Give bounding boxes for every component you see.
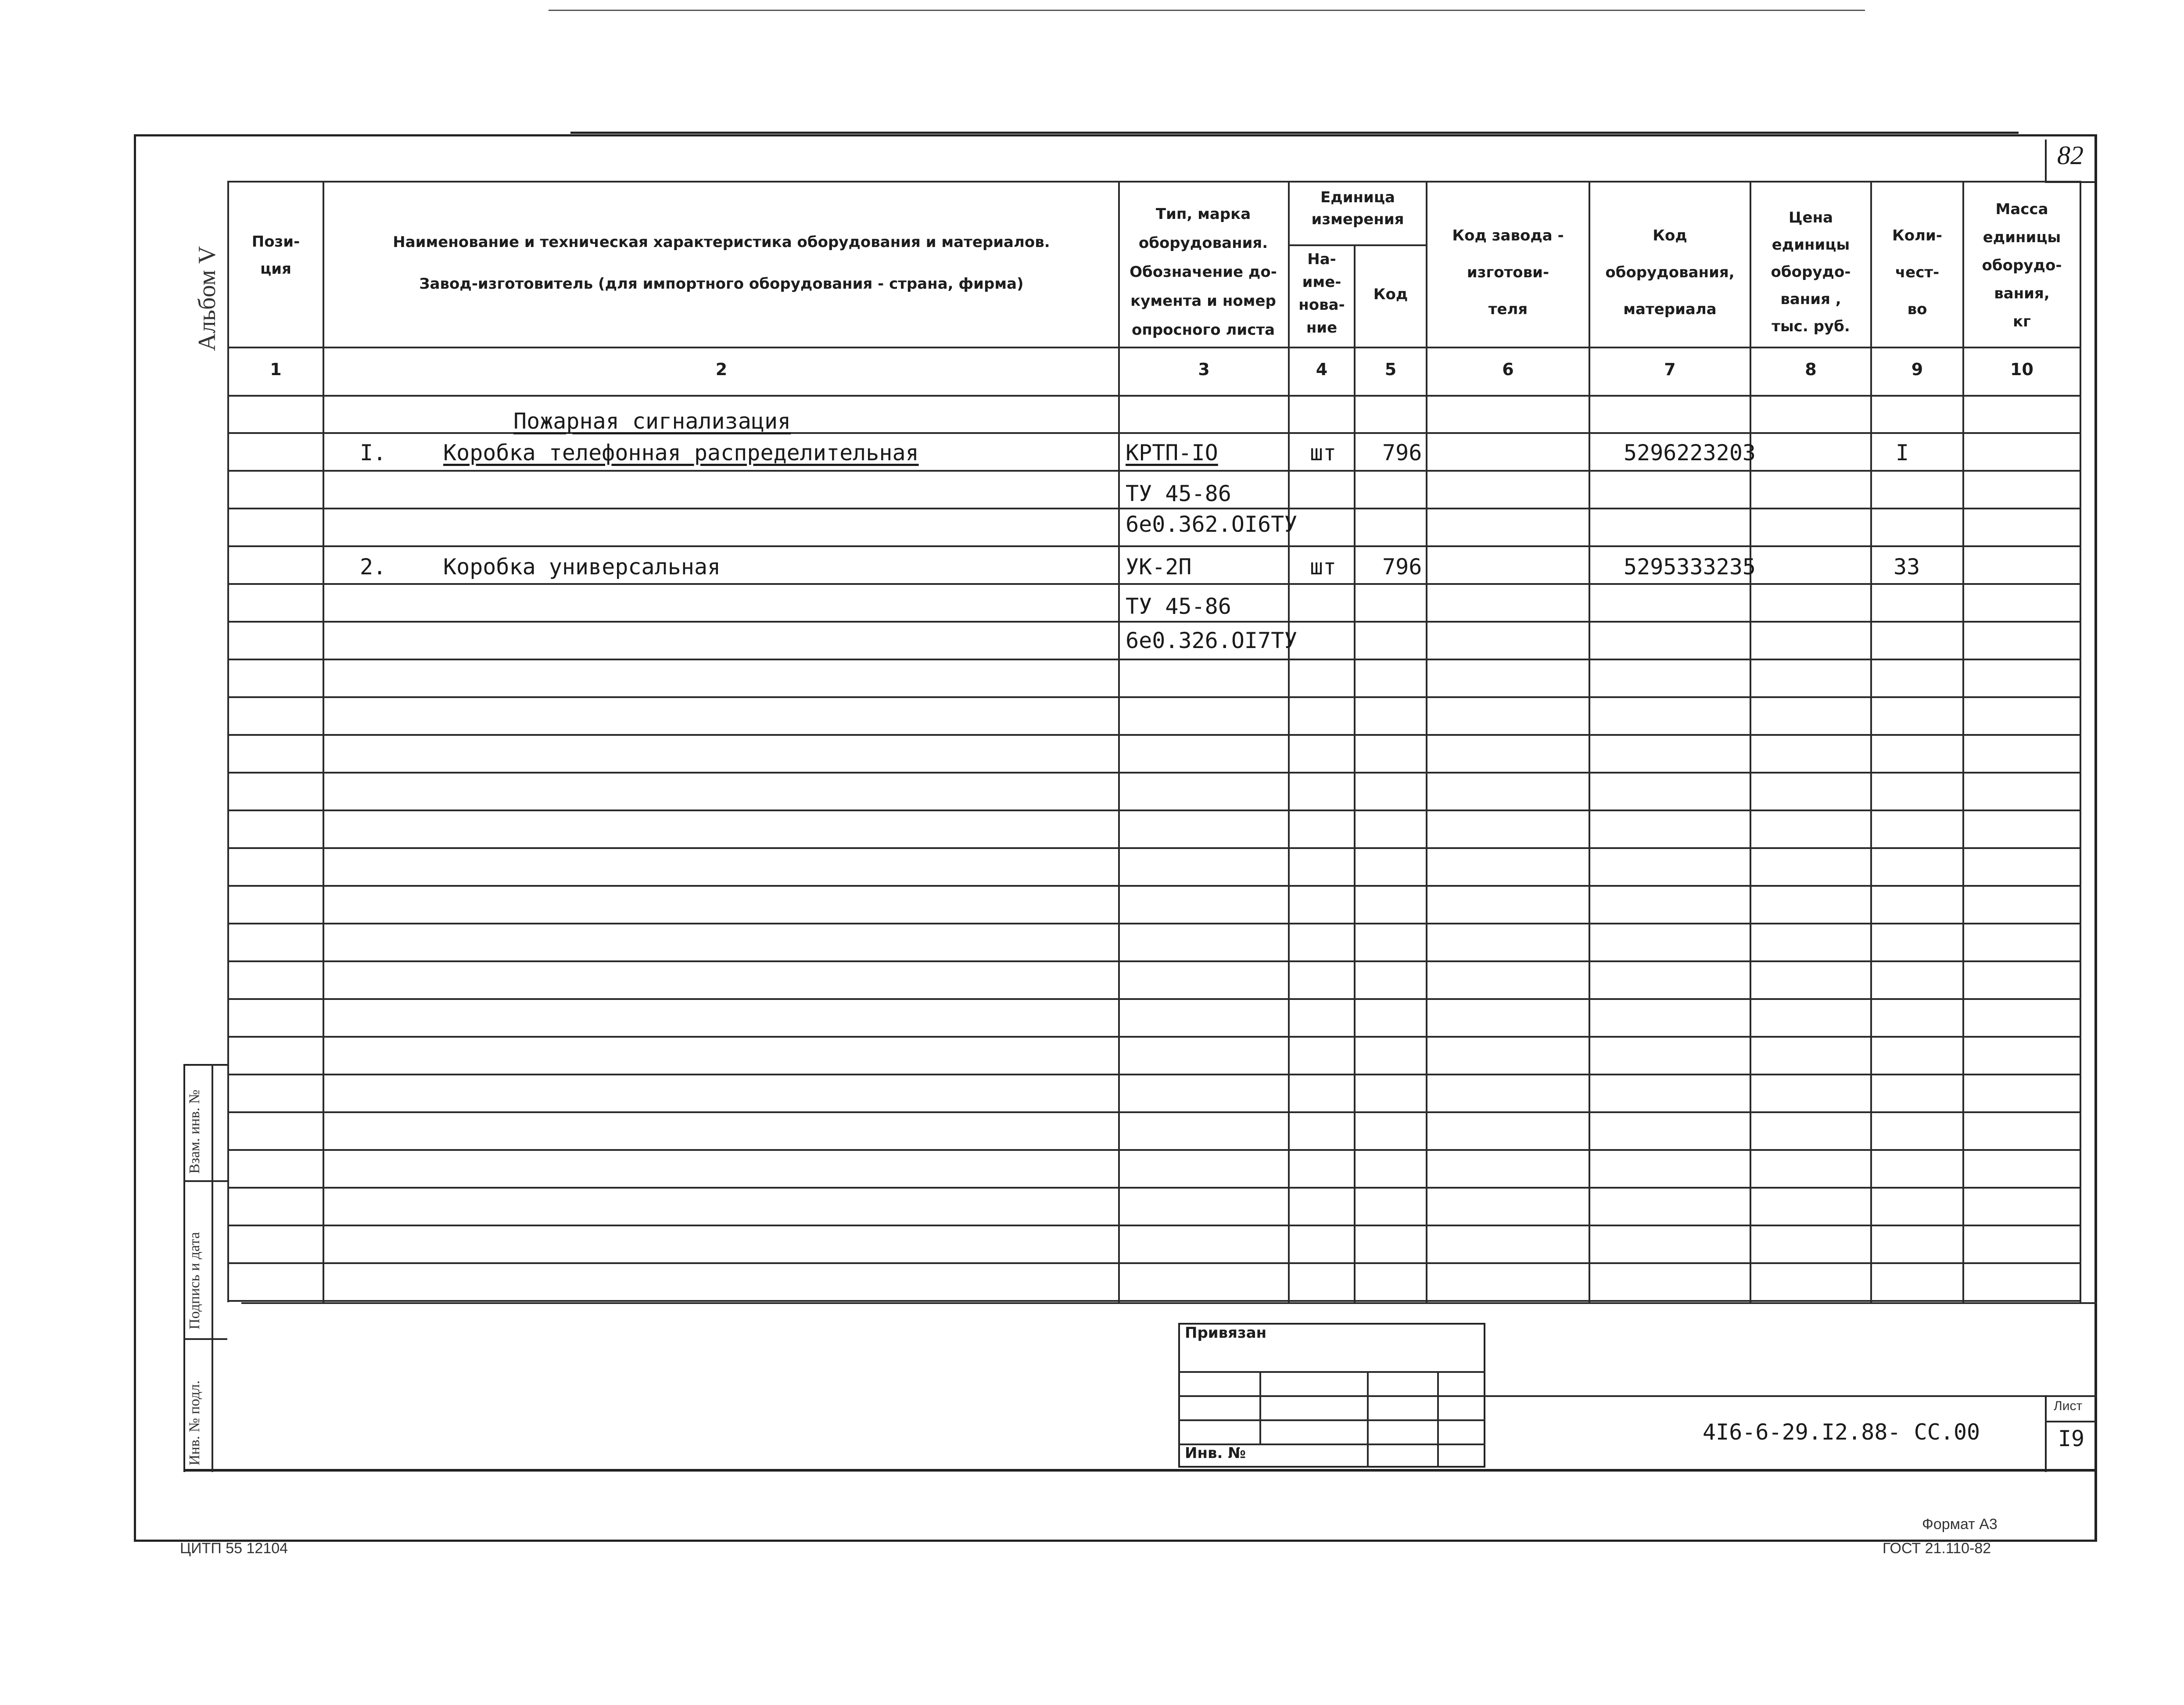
column-number: 3 <box>1198 360 1210 379</box>
header-text: изготови- <box>1467 264 1549 281</box>
row-type: 6е0.326.OI7ТУ <box>1126 628 1298 653</box>
grid-line <box>1437 1371 1439 1468</box>
row-line <box>227 923 2080 924</box>
row-line <box>227 847 2080 849</box>
sheet-number: I9 <box>2058 1426 2085 1451</box>
grid-line <box>1962 181 1964 1302</box>
header-col10 <box>1964 195 2080 336</box>
row-unit: шт <box>1310 440 1337 466</box>
row-type: ТУ 45-86 <box>1126 481 1231 506</box>
header-text: Цена <box>1788 209 1833 226</box>
grid-line <box>1426 181 1427 1302</box>
grid-line <box>1259 1371 1261 1444</box>
header-col3 <box>1120 200 1287 344</box>
grid-line <box>183 1180 227 1182</box>
row-line <box>227 1300 2080 1302</box>
row-qty: I <box>1896 440 1909 466</box>
header-text: Завод-изготовитель (для импортного оборудования - страна, фирма) <box>419 275 1024 293</box>
header-text: тыс. руб. <box>1772 318 1850 335</box>
column-number: 5 <box>1384 360 1397 379</box>
inv-no-label: Инв. № <box>1185 1444 1246 1462</box>
header-col6 <box>1427 217 1589 328</box>
row-name: Коробка телефонная распределительная <box>443 440 919 466</box>
grid-line <box>1118 181 1120 1302</box>
row-line <box>227 621 2080 623</box>
column-number: 7 <box>1664 360 1676 379</box>
row-line <box>227 470 2080 472</box>
document-code: 4I6-6-29.I2.88- СС.00 <box>1703 1419 1980 1445</box>
header-text: ция <box>260 260 291 278</box>
header-text: Пози- <box>251 233 300 251</box>
row-line <box>227 1074 2080 1075</box>
row-line <box>227 696 2080 698</box>
grid-line <box>1870 181 1872 1302</box>
header-text: Единица <box>1320 189 1395 206</box>
page-number: 82 <box>2057 141 2084 170</box>
column-number: 2 <box>715 360 728 379</box>
header-col9 <box>1872 217 1962 328</box>
grid-line <box>1589 181 1590 1302</box>
grid-line <box>1178 1419 1485 1421</box>
header-text: материала <box>1623 301 1717 318</box>
grid-line <box>227 181 229 1302</box>
header-text: единицы <box>1983 229 2061 246</box>
left-footer-code: ЦИТП 55 12104 <box>180 1540 288 1557</box>
scan-edge-line <box>549 10 1865 11</box>
header-text: Наименование и техническая характеристика оборудования и материалов. <box>393 233 1050 251</box>
row-type: УК-2П <box>1126 554 1192 580</box>
grid-line <box>227 347 2080 348</box>
column-number: 1 <box>270 360 282 379</box>
row-line <box>227 1187 2080 1189</box>
header-text: Тип, марка <box>1155 205 1251 223</box>
grid-line <box>183 1338 227 1340</box>
header-text: оборудо- <box>1982 257 2062 274</box>
row-type: ТУ 45-86 <box>1126 594 1231 619</box>
grid-line <box>1367 1371 1369 1468</box>
column-number: 6 <box>1502 360 1514 379</box>
header-text: кумента и номер <box>1130 292 1276 310</box>
side-stamp-replace: Взам. инв. № <box>186 1089 203 1174</box>
row-line <box>227 1262 2080 1264</box>
row-line <box>227 998 2080 1000</box>
row-unit: шт <box>1310 554 1337 580</box>
grid-line <box>212 1064 213 1472</box>
header-text: опросного листа <box>1131 321 1275 339</box>
column-number: 8 <box>1805 360 1817 379</box>
scan-edge-line <box>570 132 2019 134</box>
header-col8 <box>1751 204 1870 340</box>
header-text: ние <box>1306 319 1338 337</box>
header-col2 <box>325 222 1118 305</box>
row-code: 796 <box>1382 440 1422 466</box>
grid-line <box>1288 181 1290 1302</box>
grid-line <box>227 181 2080 183</box>
header-text: Обозначение до- <box>1130 263 1277 281</box>
header-text: оборудования. <box>1138 234 1268 252</box>
grid-line <box>1288 244 1426 246</box>
column-number: 10 <box>2010 360 2033 379</box>
header-text: измерения <box>1311 211 1404 228</box>
row-equip-code: 5296223203 <box>1624 440 1756 466</box>
header-text: име- <box>1302 273 1341 291</box>
row-line <box>227 885 2080 887</box>
row-line <box>227 545 2080 547</box>
row-line <box>227 734 2080 736</box>
side-stamp-inv: Инв. № подл. <box>186 1380 203 1465</box>
header-text: единицы <box>1772 236 1850 254</box>
row-line <box>227 583 2080 585</box>
header-text: оборудо- <box>1771 263 1851 281</box>
row-line <box>227 508 2080 509</box>
header-text: чест- <box>1895 264 1940 281</box>
row-line <box>227 810 2080 811</box>
row-line <box>227 659 2080 660</box>
grid-line <box>227 395 2080 397</box>
header-col7 <box>1590 217 1750 328</box>
gost-label: ГОСТ 21.110-82 <box>1883 1540 1991 1557</box>
row-name: Коробка универсальная <box>443 554 721 580</box>
grid-line <box>2080 181 2081 1302</box>
header-col4 <box>1290 248 1354 339</box>
header-unit-group <box>1290 186 1426 230</box>
row-line <box>227 1225 2080 1226</box>
row-line <box>227 1149 2080 1151</box>
row-type: КРТП-IO <box>1126 440 1218 466</box>
row-equip-code: 5295333235 <box>1624 554 1756 580</box>
grid-line <box>2045 1421 2095 1422</box>
row-line <box>227 960 2080 962</box>
section-title: Пожарная сигнализация <box>513 408 791 434</box>
header-text: вания , <box>1780 290 1841 308</box>
row-line <box>227 772 2080 774</box>
header-text: оборудования, <box>1605 264 1735 281</box>
header-text: Масса <box>1995 201 2048 218</box>
grid-line <box>1750 181 1751 1302</box>
header-text: На- <box>1307 251 1336 268</box>
row-type: 6е0.362.OI6ТУ <box>1126 512 1298 537</box>
header-text: кг <box>2013 313 2031 330</box>
header-text: Коли- <box>1892 227 1942 244</box>
row-qty: 33 <box>1894 554 1920 580</box>
privyazan-label: Привязан <box>1185 1324 1267 1342</box>
format-label: Формат А3 <box>1922 1516 1998 1533</box>
row-code: 796 <box>1382 554 1422 580</box>
header-text: Код <box>1373 286 1408 303</box>
sheet-label: Лист <box>2054 1399 2083 1413</box>
side-stamp-signature: Подпись и дата <box>186 1232 203 1329</box>
grid-line <box>1178 1371 1485 1373</box>
header-text: Код завода - <box>1452 227 1564 244</box>
grid-line <box>323 181 324 1302</box>
header-text: во <box>1907 301 1927 318</box>
album-label: Альбом V <box>194 246 221 351</box>
row-line <box>227 1036 2080 1038</box>
row-line <box>227 432 2080 434</box>
row-position: 2. <box>360 554 387 580</box>
header-col1 <box>229 228 323 283</box>
header-text: теля <box>1488 301 1528 318</box>
row-position: I. <box>360 440 387 466</box>
grid-line <box>241 1302 2097 1304</box>
header-text: вания, <box>1994 285 2050 302</box>
header-text: Код <box>1653 227 1687 244</box>
column-number: 9 <box>1911 360 1923 379</box>
row-line <box>227 1111 2080 1113</box>
grid-line <box>1178 1395 1485 1397</box>
header-col5 <box>1356 281 1426 308</box>
grid-line <box>1485 1395 2097 1397</box>
header-text: нова- <box>1298 296 1345 314</box>
column-number: 4 <box>1316 360 1328 379</box>
